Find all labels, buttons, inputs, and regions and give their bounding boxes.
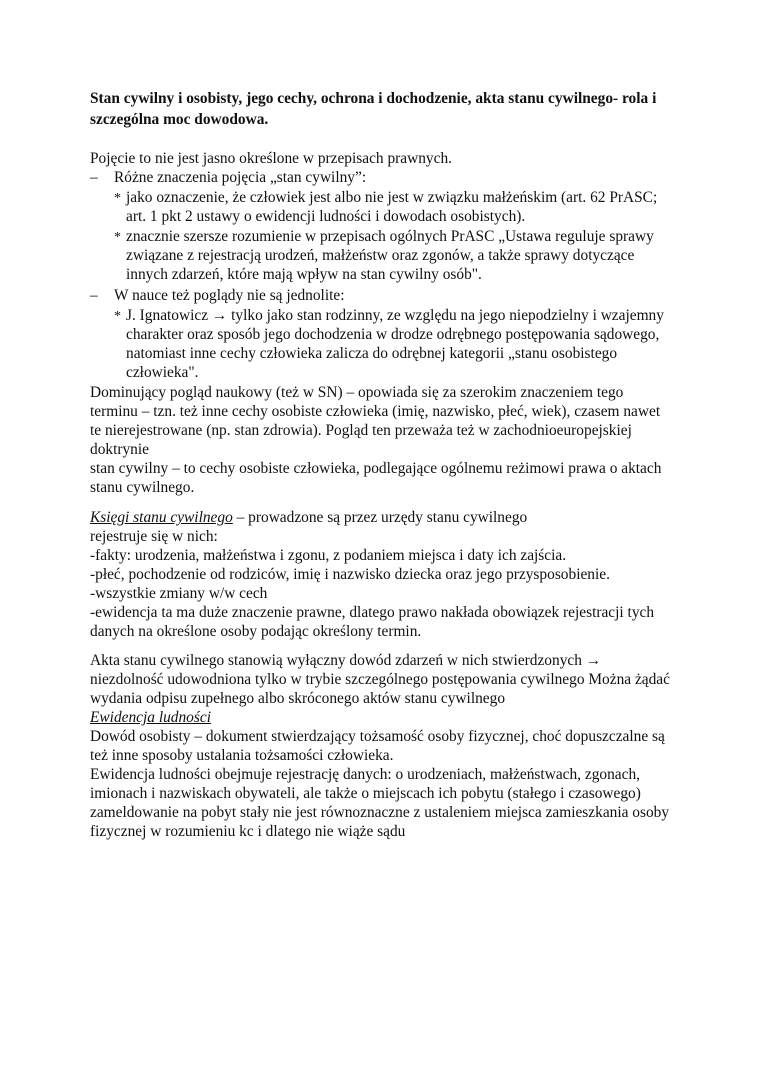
ewidencja-line: imionach i nazwiskach obywateli, ale także o miejscach ich pobytu (stałego i czasowego) bbox=[90, 785, 641, 802]
ewidencja-heading: Ewidencja ludności bbox=[90, 709, 211, 726]
subbullet-line: charakter oraz sposób jego dochodzenia w drodze odrębnego postępowania sądowego, bbox=[126, 326, 660, 343]
subbullet-line: innych zdarzeń, które mają wpływ na stan cywilny osób". bbox=[126, 266, 482, 283]
paragraph-line: doktrynie bbox=[90, 441, 149, 458]
subbullet-line: natomiast inne cechy człowieka zalicza do odrębnej kategorii „stanu osobistego bbox=[126, 345, 618, 362]
paragraph-line: terminu – tzn. też inne cechy osobiste człowieka (imię, nazwisko, płeć, wiek), czasem nawet bbox=[90, 403, 661, 420]
subbullet-line: jako oznaczenie, że człowiek jest albo nie jest w związku małżeńskim (art. 62 PrASC; bbox=[126, 189, 658, 206]
ksiegi-heading-rest: – prowadzone są przez urzędy stanu cywilnego bbox=[232, 509, 528, 526]
paragraph-line: stanu cywilnego. bbox=[90, 479, 195, 496]
subbullet-line: znacznie szersze rozumienie w przepisach ogólnych PrASC „Ustawa reguluje sprawy bbox=[126, 228, 654, 245]
akta-line: wydania odpisu zupełnego albo skróconego aktów stanu cywilnego bbox=[90, 690, 506, 707]
ewidencja-line: też inne sposoby ustalania tożsamości człowieka. bbox=[90, 747, 394, 764]
ewidencja-line: Dowód osobisty – dokument stwierdzający tożsamość osoby fizycznej, choć dopuszczalne są bbox=[90, 728, 665, 745]
document-title: Stan cywilny i osobisty, jego cechy, ochrona i dochodzenie, akta stanu cywilnego- rola i szczególna moc dowodowa. bbox=[90, 90, 657, 128]
ksiegi-line: -płeć, pochodzenie od rodziców, imię i nazwisko dziecka oraz jego przysposobienie. bbox=[90, 566, 610, 583]
dash-marker: – bbox=[90, 287, 98, 304]
ewidencja-line: fizycznej w rozumieniu kc i dlatego nie wiąże sądu bbox=[90, 823, 406, 840]
paragraph-line: Dominujący pogląd naukowy (też w SN) – opowiada się za szerokim znaczeniem tego bbox=[90, 384, 624, 401]
star-marker: * bbox=[114, 309, 121, 324]
akta-line: Akta stanu cywilnego stanowią wyłączny dowód zdarzeń w nich stwierdzonych → bbox=[90, 652, 602, 669]
akta-line: niezdolność udowodniona tylko w trybie szczególnego postępowania cywilnego Można żądać bbox=[90, 671, 670, 688]
ewidencja-line: Ewidencja ludności obejmuje rejestrację danych: o urodzeniach, małżeństwach, zgonach, bbox=[90, 766, 640, 783]
ksiegi-line: -ewidencja ta ma duże znaczenie prawne, dlatego prawo nakłada obowiązek rejestracji tych bbox=[90, 604, 655, 621]
subbullet-line: związane z rejestracją urodzeń, małżeństw oraz zgonów, a także sprawy dotyczące bbox=[126, 247, 635, 264]
ksiegi-heading: Księgi stanu cywilnego bbox=[90, 509, 233, 526]
bullet-stan-cywilny: Różne znaczenia pojęcia „stan cywilny”: bbox=[114, 169, 367, 186]
ewidencja-line: zameldowanie na pobyt stały nie jest równoznaczne z ustaleniem miejsca zamieszkania osoby bbox=[90, 804, 670, 821]
ksiegi-line: -wszystkie zmiany w/w cech bbox=[90, 585, 268, 602]
dash-marker: – bbox=[90, 169, 98, 186]
star-marker: * bbox=[114, 230, 121, 245]
section-heading-line bbox=[90, 509, 527, 527]
bullet-nauka: W nauce też poglądy nie są jednolite: bbox=[114, 287, 345, 304]
ksiegi-line: rejestruje się w nich: bbox=[90, 528, 218, 545]
ksiegi-line: danych na określone osoby podając określony termin. bbox=[90, 623, 422, 640]
subbullet-line: człowieka". bbox=[126, 364, 199, 381]
subbullet-line: art. 1 pkt 2 ustawy o ewidencji ludności i dowodach osobistych). bbox=[126, 208, 526, 225]
subbullet-line: J. Ignatowicz → tylko jako stan rodzinny, ze względu na jego niepodzielny i wzajemny bbox=[126, 307, 664, 324]
star-marker: * bbox=[114, 191, 121, 206]
paragraph-line: te nierejestrowane (np. stan zdrowia). Pogląd ten przeważa też w zachodnioeuropejskiej bbox=[90, 422, 632, 439]
paragraph-line: stan cywilny – to cechy osobiste człowieka, podlegające ogólnemu reżimowi prawa o aktach bbox=[90, 460, 662, 477]
intro-line: Pojęcie to nie jest jasno określone w przepisach prawnych. bbox=[90, 150, 452, 167]
ksiegi-line: -fakty: urodzenia, małżeństwa i zgonu, z podaniem miejsca i daty ich zajścia. bbox=[90, 547, 567, 564]
